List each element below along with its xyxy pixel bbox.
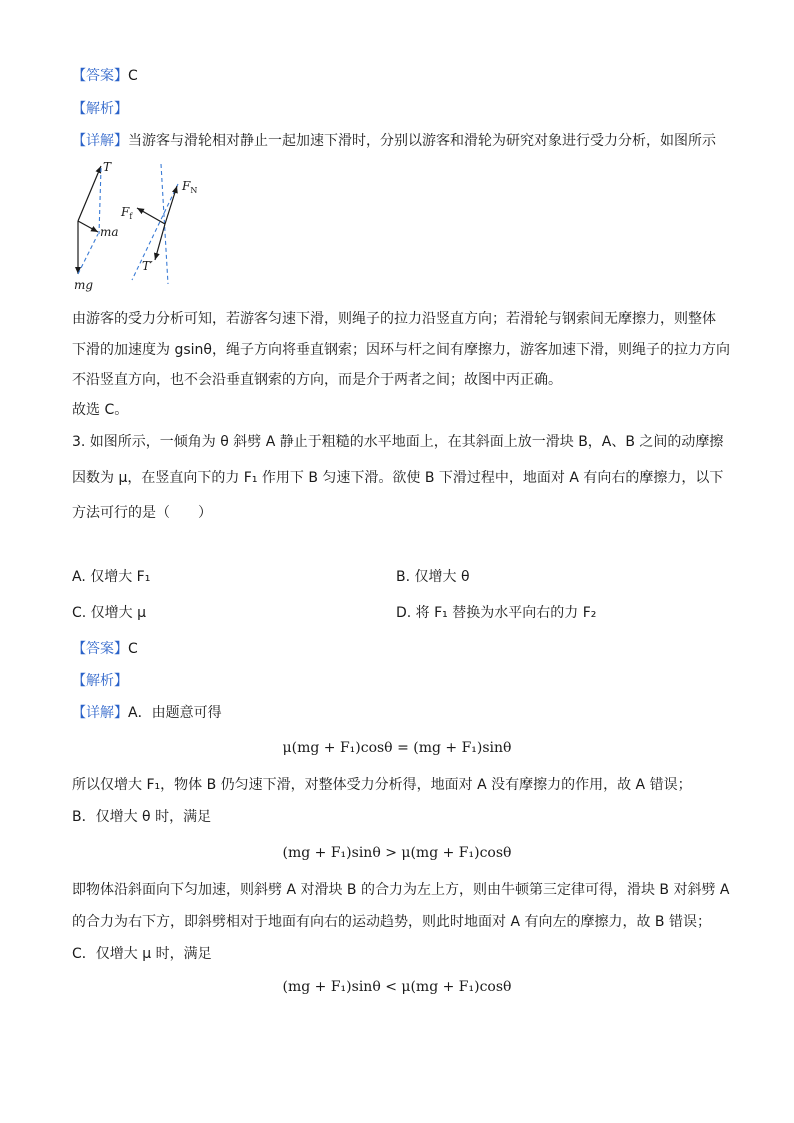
q3-analysis-line — [72, 671, 128, 691]
ma-vector — [78, 221, 98, 232]
label-T: T — [103, 160, 112, 174]
label-T-prime: T′ — [142, 259, 153, 273]
answer-value: C — [128, 68, 138, 84]
para-3: 不沿竖直方向，也不会沿垂直钢索的方向，而是介于两者之间；故图中丙正确。 — [72, 372, 562, 388]
q3-answer-line — [72, 639, 138, 659]
analysis-line — [72, 99, 128, 119]
q3-detail-line — [72, 703, 222, 723]
a-explanation: 所以仅增大 F₁，物体 B 仍匀速下滑，对整体受力分析得，地面对 A 没有摩擦力的作用，故 A 错误； — [72, 777, 692, 793]
detail-tag: 【详解】 — [72, 133, 128, 149]
force-diagram — [66, 156, 206, 296]
para-2: 下滑的加速度为 gsinθ，绳子方向将垂直钢索；因环与杆之间有摩擦力，游客加速下滑，则绳子的拉力方向 — [72, 342, 730, 358]
b-head: B．仅增大 θ 时，满足 — [72, 809, 212, 825]
q3-answer-value: C — [128, 641, 138, 657]
para-1: 由游客的受力分析可知，若游客匀速下滑，则绳子的拉力沿竖直方向；若滑轮与钢索间无摩擦力，则整体 — [72, 311, 716, 327]
equation-3: (mg + F₁)sinθ < μ(mg + F₁)cosθ — [282, 979, 512, 995]
friction-vector — [137, 208, 165, 224]
equation-2: (mg + F₁)sinθ > μ(mg + F₁)cosθ — [282, 845, 512, 861]
detail-line — [72, 131, 716, 151]
q3-answer-tag: 【答案】 — [72, 641, 128, 657]
analysis-tag: 【解析】 — [72, 101, 128, 117]
q3-detail-a: A．由题意可得 — [128, 705, 222, 721]
b-explanation-1: 即物体沿斜面向下匀加速，则斜劈 A 对滑块 B 的合力为左上方，则由牛顿第三定律可得，滑块 B 对斜劈 A — [72, 882, 730, 898]
tension-vector — [78, 166, 101, 221]
q3-stem-line-1: 3. 如图所示，一倾角为 θ 斜劈 A 静止于粗糙的水平地面上，在其斜面上放一滑块 B，A、B 之间的动摩擦 — [72, 434, 724, 450]
label-mg: mg — [74, 278, 94, 292]
option-c: C. 仅增大 μ — [72, 605, 147, 621]
detail-text: 当游客与滑轮相对静止一起加速下滑时，分别以游客和滑轮为研究对象进行受力分析，如图所示 — [128, 133, 716, 149]
q3-stem-line-2: 因数为 μ，在竖直向下的力 F₁ 作用下 B 匀速下滑。欲使 B 下滑过程中，地面对 A 有向右的摩擦力，以下 — [72, 470, 724, 486]
dashed-cable-diagonal — [132, 184, 178, 280]
option-b: B. 仅增大 θ — [396, 569, 470, 585]
b-explanation-2: 的合力为右下方，即斜劈相对于地面有向右的运动趋势，则此时地面对 A 有向左的摩擦力，故 B 错误； — [72, 914, 711, 930]
label-Ff: $F_f$ — [121, 205, 133, 221]
answer-tag: 【答案】 — [72, 68, 128, 84]
q3-detail-tag: 【详解】 — [72, 705, 128, 721]
equation-1: μ(mg + F₁)cosθ = (mg + F₁)sinθ — [282, 740, 512, 756]
q3-analysis-tag: 【解析】 — [72, 673, 128, 689]
option-d: D. 将 F₁ 替换为水平向右的力 F₂ — [396, 605, 597, 621]
conclusion: 故选 C。 — [72, 402, 129, 418]
dashed-diagonal — [78, 234, 98, 274]
c-head: C．仅增大 μ 时，满足 — [72, 946, 212, 962]
label-FN: $F_N$ — [182, 179, 198, 195]
q3-stem-line-3: 方法可行的是（ ） — [72, 505, 212, 521]
normal-force-vector — [165, 186, 177, 224]
option-a: A. 仅增大 F₁ — [72, 569, 151, 585]
answer-line — [72, 66, 138, 86]
label-ma: ma — [100, 225, 119, 239]
